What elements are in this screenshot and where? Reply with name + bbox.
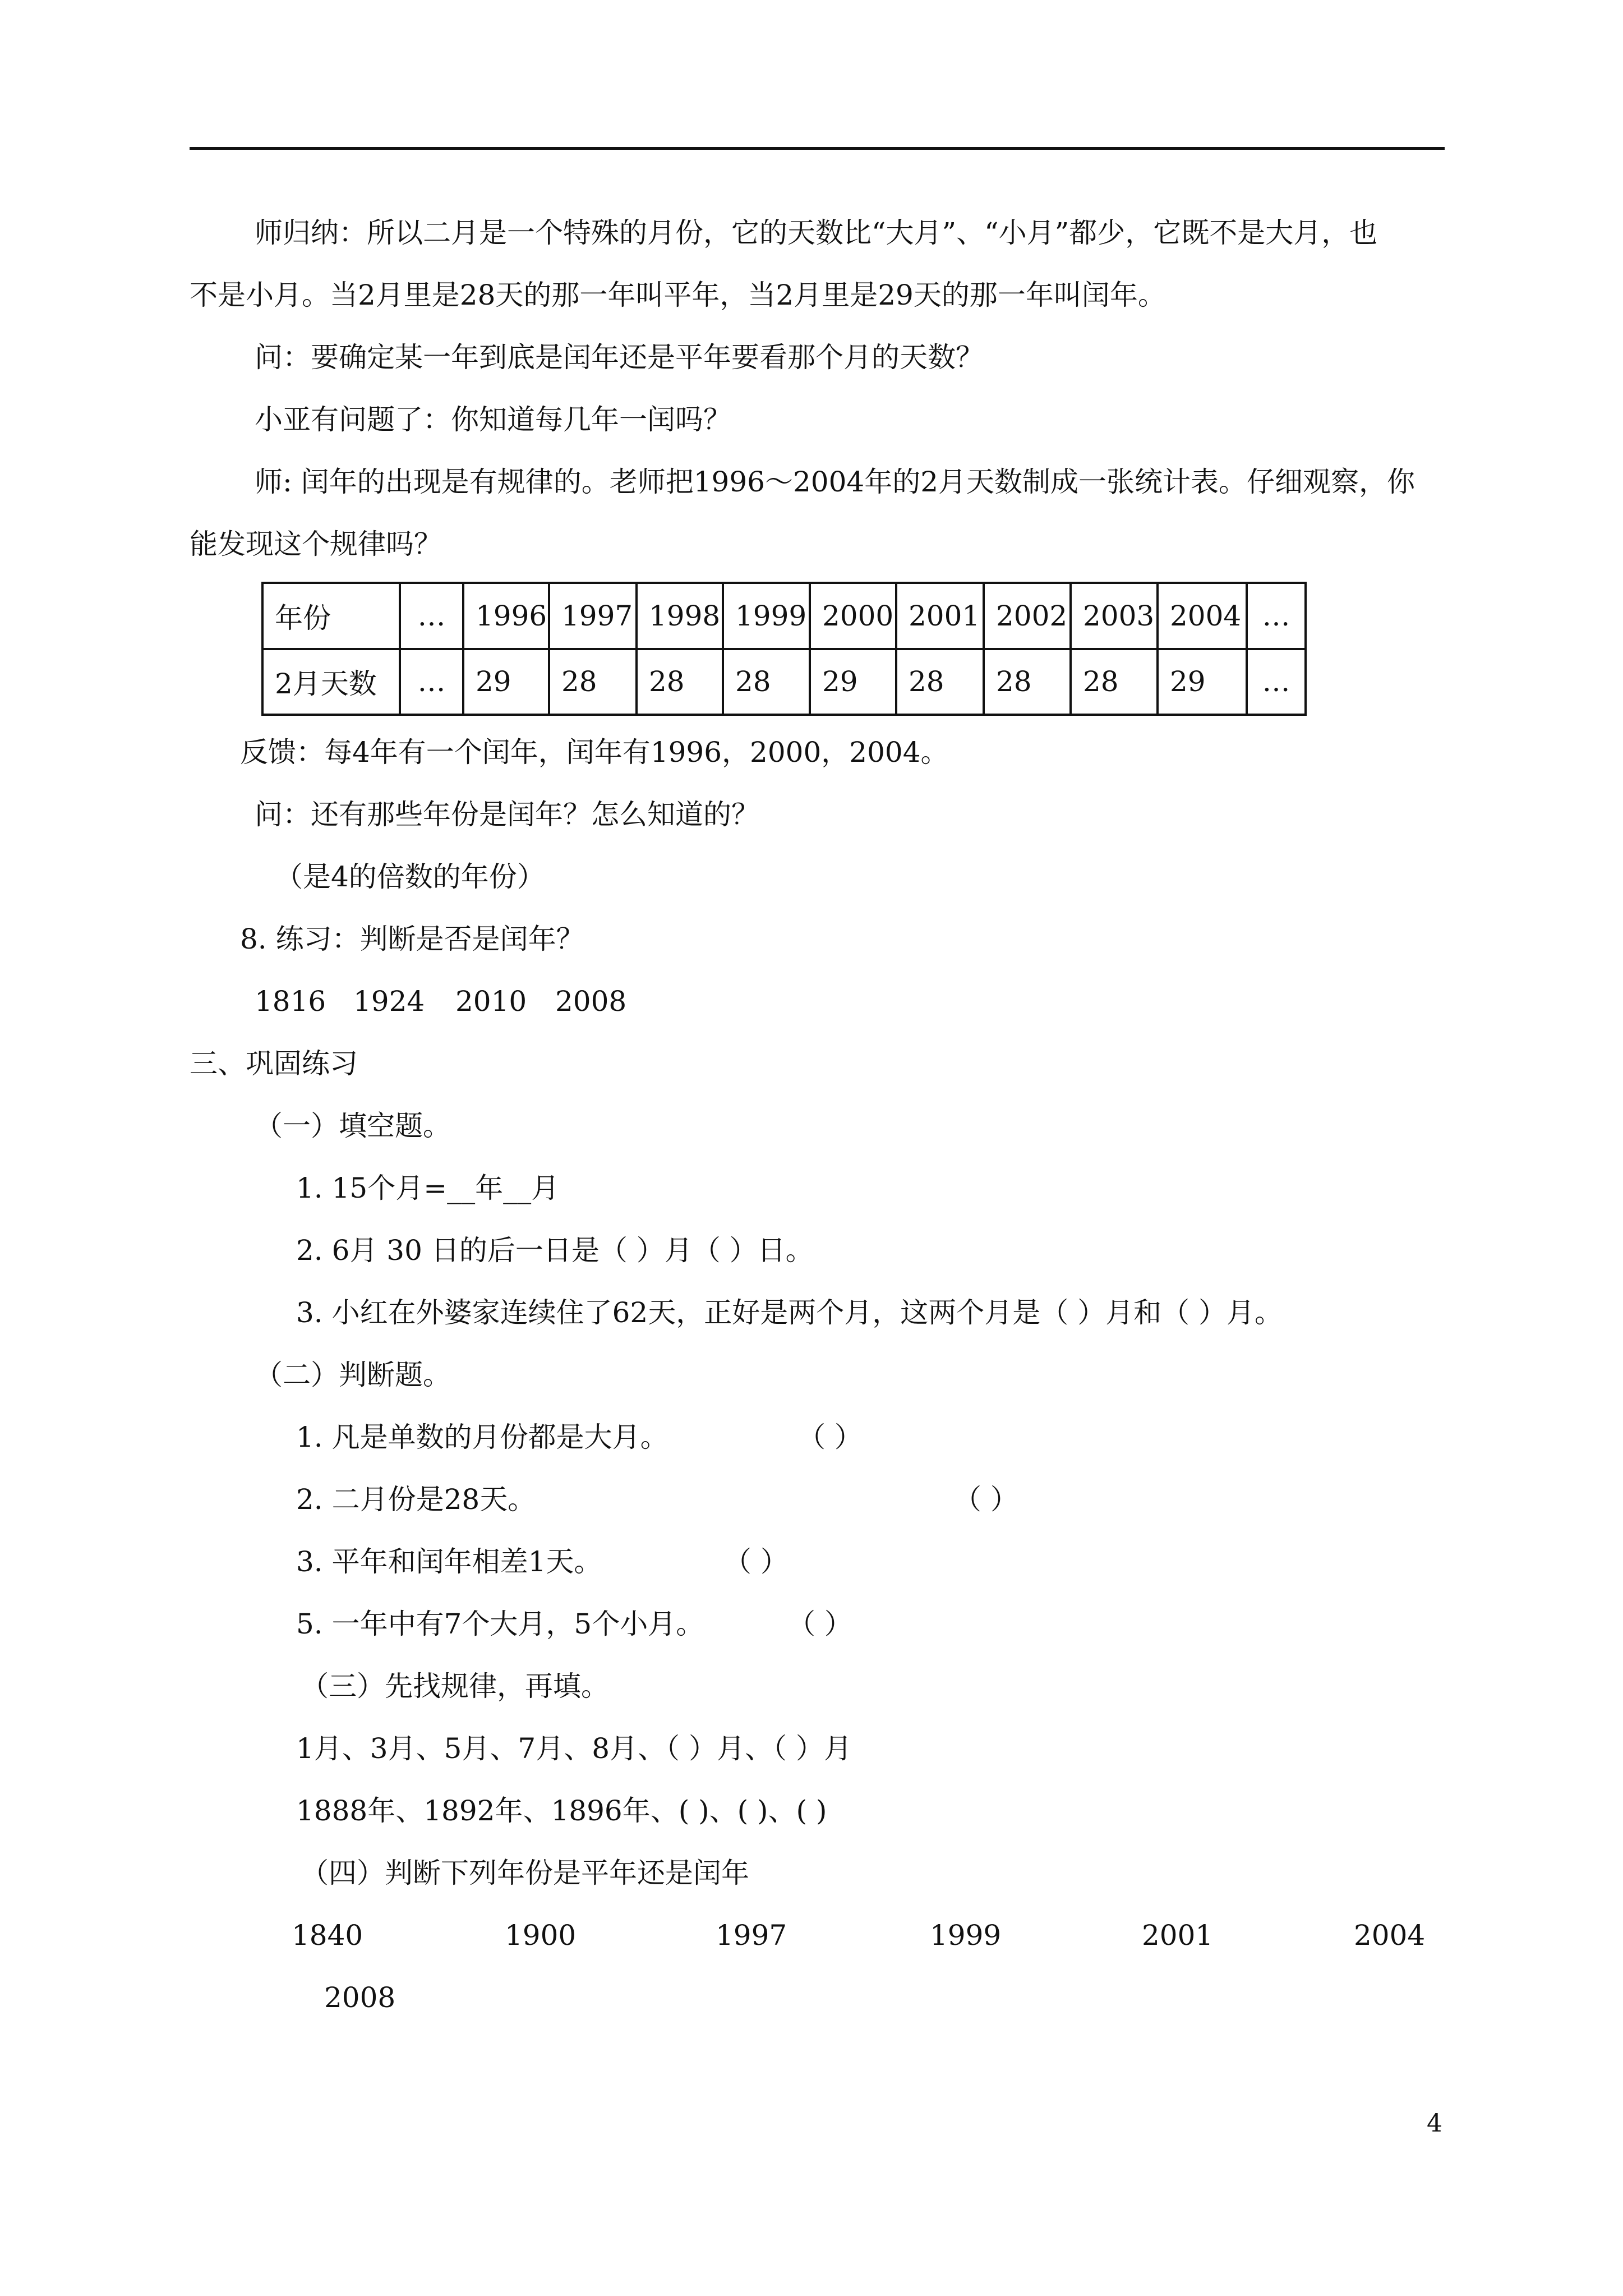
table-cell: … [400, 649, 463, 715]
table-cell: 29 [463, 649, 549, 715]
fill-blank-q2: 2. 6月 30 日的后一日是（ ）月（ ）日。 [296, 1234, 814, 1267]
exercise-year: 1924 [353, 985, 425, 1018]
paragraph-teacher-line2: 能发现这个规律吗？ [190, 528, 442, 560]
table-cell: 1998 [637, 583, 723, 649]
answer-parentheses: （ ） [953, 1483, 1018, 1516]
table-cell: 1996 [463, 583, 549, 649]
exercise-year: 1816 [255, 985, 326, 1018]
table-cell: 28 [984, 649, 1071, 715]
judge-year: 1900 [505, 1919, 577, 1952]
judge-year: 2008 [324, 1981, 396, 2014]
table-cell: 2000 [810, 583, 896, 649]
answer-parentheses: （ ） [723, 1545, 789, 1578]
judge-year: 2004 [1354, 1919, 1426, 1952]
leap-judge-title: （四）判断下列年份是平年还是闰年 [301, 1857, 749, 1889]
table-cell: 28 [723, 649, 810, 715]
true-false-q2: 2. 二月份是28天。 [296, 1483, 536, 1516]
page-number: 4 [1427, 2109, 1442, 2138]
table-cell: 29 [810, 649, 896, 715]
table-cell: 2001 [896, 583, 984, 649]
pattern-sequence-months: 1月、3月、5月、7月、8月、（ ）月、（ ）月 [296, 1732, 852, 1765]
table-cell: 1999 [723, 583, 810, 649]
answer-multiple-of-4: （是4的倍数的年份） [275, 861, 545, 893]
table-cell: … [1247, 649, 1306, 715]
table-cell: 29 [1158, 649, 1247, 715]
pattern-title: （三）先找规律，再填。 [301, 1670, 609, 1703]
judge-year: 1999 [930, 1919, 1002, 1952]
header-rule [190, 147, 1445, 150]
section-3-title: 三、巩固练习 [190, 1047, 358, 1080]
table-cell: … [400, 583, 463, 649]
exercise-year: 2010 [455, 985, 527, 1018]
feedback-text: 反馈：每4年有一个闰年，闰年有1996，2000，2004。 [240, 736, 949, 769]
paragraph-summary-line2: 不是小月。当2月里是28天的那一年叫平年，当2月里是29天的那一年叫闰年。 [190, 279, 1166, 311]
table-cell: 年份 [262, 583, 400, 649]
true-false-q1: 1. 凡是单数的月份都是大月。 [296, 1421, 668, 1453]
table-cell: 28 [637, 649, 723, 715]
judge-year: 1997 [716, 1919, 787, 1952]
judge-year: 2001 [1142, 1919, 1214, 1952]
paragraph-teacher-line1: 师: 闰年的出现是有规律的。老师把1996～2004年的2月天数制成一张统计表。仔细观察，你 [255, 466, 1415, 498]
table-cell: … [1247, 583, 1306, 649]
fill-blank-q3: 3. 小红在外婆家连续住了62天，正好是两个月，这两个月是（ ）月和（ ）月。 [296, 1296, 1283, 1329]
question-leap-month: 问：要确定某一年到底是闰年还是平年要看那个月的天数？ [255, 341, 984, 374]
table-cell: 28 [1071, 649, 1158, 715]
table-cell: 2004 [1158, 583, 1247, 649]
table-cell: 2003 [1071, 583, 1158, 649]
february-days-table [261, 582, 1307, 716]
judge-year: 1840 [292, 1919, 363, 1952]
true-false-q3: 3. 平年和闰年相差1天。 [296, 1545, 602, 1578]
pattern-sequence-years: 1888年、1892年、1896年、( )、( )、( ) [296, 1795, 827, 1827]
table-cell: 2002 [984, 583, 1071, 649]
answer-parentheses: （ ） [787, 1608, 852, 1640]
true-false-title: （二）判断题。 [255, 1359, 451, 1391]
table-cell: 2月天数 [262, 649, 400, 715]
question-other-years: 问：还有那些年份是闰年？怎么知道的？ [255, 798, 759, 831]
table-cell: 1997 [549, 583, 637, 649]
table-cell: 28 [549, 649, 637, 715]
table-row-days [262, 649, 1306, 715]
answer-parentheses: （ ） [797, 1421, 863, 1453]
exercise-year: 2008 [555, 985, 627, 1018]
true-false-q5: 5. 一年中有7个大月，5个小月。 [296, 1608, 704, 1640]
paragraph-summary-line1: 师归纳：所以二月是一个特殊的月份，它的天数比“大月”、“小月”都少，它既不是大月，也 [255, 217, 1378, 249]
table-row-year [262, 583, 1306, 649]
question-xiaoya: 小亚有问题了：你知道每几年一闰吗？ [255, 403, 731, 436]
fill-blank-title: （一）填空题。 [255, 1110, 451, 1142]
exercise-8-title: 8. 练习：判断是否是闰年？ [240, 923, 584, 955]
fill-blank-q1: 1. 15个月=__年__月 [296, 1172, 560, 1204]
table-cell: 28 [896, 649, 984, 715]
